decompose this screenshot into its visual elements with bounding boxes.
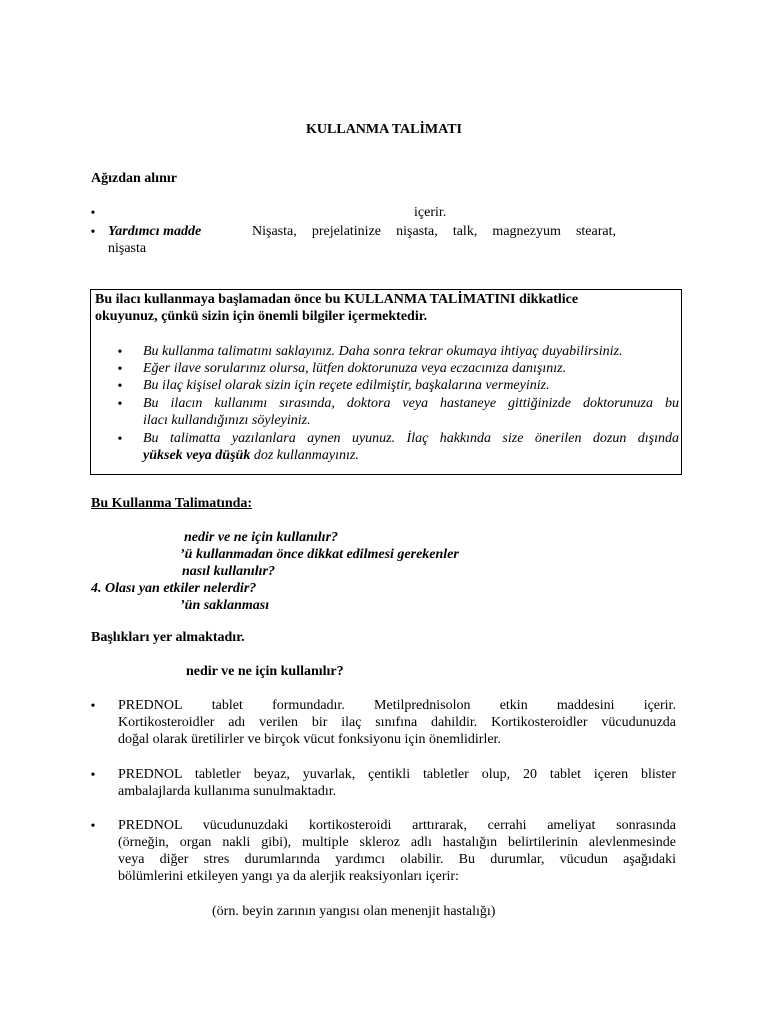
paragraph-line: (örneğin, organ nakli gibi), multiple skleroz adlı hastalığın belirtilerinin alevlenmesinde [118, 835, 676, 850]
paragraph-line: bölümlerini etkileyen yangı ya da alerjik reaksiyonları içerir: [118, 869, 459, 884]
bullet-icon: • [117, 379, 123, 394]
warning-item-cont: yüksek veya düşük doz kullanmayınız. [143, 448, 359, 463]
paragraph-line: Kortikosteroidler adı verilen bir ilaç sınıfına dahildir. Kortikosteroidler vücudunuzda [118, 715, 676, 730]
paragraph-line: PREDNOL vücudunuzdaki kortikosteroidi arttırarak, cerrahi ameliyat sonrasında [118, 818, 676, 833]
paragraph-line: PREDNOL tabletler beyaz, yuvarlak, çentikli tabletler olup, 20 tablet içeren blister [118, 767, 676, 782]
bullet-icon: • [90, 819, 96, 834]
warning-item: Eğer ilave sorularınız olursa, lütfen doktorunuza veya eczacınıza danışınız. [143, 361, 567, 376]
bullet-icon: • [117, 362, 123, 377]
warning-item: Bu ilaç kişisel olarak sizin için reçete edilmiştir, başkalarına vermeyiniz. [143, 378, 550, 393]
bullet-icon: • [90, 206, 96, 221]
active-ingredient-text: içerir. [414, 205, 447, 220]
paragraph-line: ambalajlarda kullanıma sunulmaktadır. [118, 784, 337, 799]
excipient-label: Yardımcı madde [108, 224, 202, 239]
toc-item: ’ü kullanmadan önce dikkat edilmesi gerekenler [180, 547, 459, 562]
warning-box [90, 289, 682, 475]
bullet-icon: • [90, 699, 96, 714]
excipient-text: Nişasta, prejelatinize nişasta, talk, magnezyum stearat, [252, 224, 616, 239]
paragraph-line: PREDNOL tablet formundadır. Metilprednisolon etkin maddesini içerir. [118, 698, 676, 713]
bullet-icon: • [117, 345, 123, 360]
bullet-icon: • [117, 397, 123, 412]
warning-heading: Bu ilacı kullanmaya başlamadan önce bu KULLANMA TALİMATINI dikkatlice [95, 292, 579, 307]
section-heading: nedir ve ne için kullanılır? [186, 664, 344, 679]
toc-item: ’ün saklanması [180, 598, 270, 613]
toc-heading: Bu Kullanma Talimatında: [91, 496, 253, 511]
bullet-icon: • [90, 768, 96, 783]
paragraph-line: veya diğer stres durumlarında yardımcı olabilir. Bu durumlar, vücudun aşağıdaki [118, 852, 676, 867]
bullet-icon: • [117, 432, 123, 447]
warning-item: Bu kullanma talimatını saklayınız. Daha sonra tekrar okumaya ihtiyaç duyabilirsiniz. [143, 344, 623, 359]
route-of-administration: Ağızdan alınır [91, 171, 177, 186]
toc-footer: Başlıkları yer almaktadır. [91, 630, 245, 645]
document-title: KULLANMA TALİMATI [306, 122, 462, 137]
bullet-icon: • [90, 225, 96, 240]
warning-item: Bu ilacın kullanımı sırasında, doktora veya hastaneye gittiğinizde doktorunuza bu [143, 396, 679, 411]
warning-item-cont: ilacı kullandığınızı söyleyiniz. [143, 413, 311, 428]
warning-heading-line2: okuyunuz, çünkü sizin için önemli bilgiler içermektedir. [95, 309, 428, 324]
toc-item: nedir ve ne için kullanılır? [184, 530, 339, 545]
toc-item: 4. Olası yan etkiler nelerdir? [91, 581, 257, 596]
warning-item: Bu talimatta yazılanlara aynen uyunuz. İlaç hakkında size önerilen dozun dışında [143, 431, 679, 446]
example-note: (örn. beyin zarının yangısı olan menenjit hastalığı) [212, 904, 496, 919]
excipient-text-cont: nişasta [108, 241, 147, 256]
paragraph-line: doğal olarak üretilirler ve birçok vücut fonksiyonu için önemlidirler. [118, 732, 501, 747]
toc-item: nasıl kullanılır? [182, 564, 275, 579]
